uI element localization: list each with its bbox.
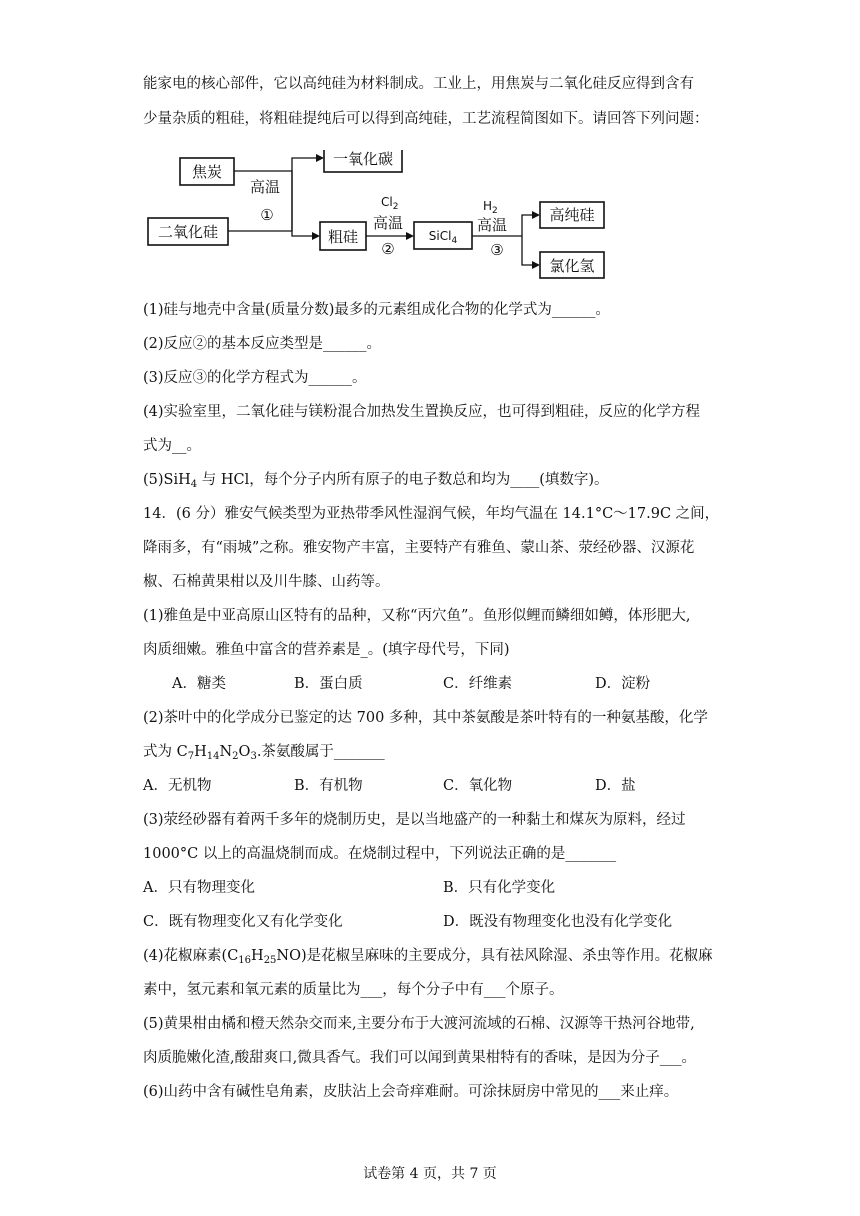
to-crude-arrow (312, 232, 320, 240)
q14-sub3-option-b: B．只有化学变化 (443, 880, 556, 896)
q13-part2: (2)反应②的基本反应类型是______。 (143, 336, 382, 352)
silica-label: 二氧化硅 (157, 223, 219, 241)
q14-sub3-option-c: C．既有物理变化又有化学变化 (143, 914, 343, 930)
to-co-arrow (316, 154, 324, 162)
cond1-label: 高温 (249, 178, 281, 196)
q14-sub1-option-d: D．淀粉 (595, 676, 651, 692)
to-pure-arrow (532, 211, 540, 219)
to-hcl-arrow (532, 261, 540, 269)
crude-si-label: 粗硅 (327, 228, 359, 246)
q13-part3: (3)反应③的化学方程式为______。 (143, 370, 367, 386)
q14-sub4-line2: 素中，氢元素和氧元素的质量比为___，每个分子中有___个原子。 (143, 982, 564, 998)
crude-to-sicl4-arrow (406, 232, 414, 240)
q14-sub2-option-d: D．盐 (595, 778, 636, 794)
q14-stem-line1: 14．(6 分）雅安气候类型为亚热带季风性湿润气候，年均气温在 14.1°C～17.9C 之间， (143, 506, 720, 522)
q13-part1: (1)硅与地壳中含量(质量分数)最多的元素组成化合物的化学式为______。 (143, 302, 610, 318)
cond2-label: 高温 (372, 214, 404, 232)
q14-stem-line3: 椒、石棉黄果柑以及川牛膝、山药等。 (143, 574, 390, 590)
h2-label: $H_2$ (483, 199, 498, 216)
to-hcl-line (522, 236, 534, 265)
step3-label: ③ (490, 241, 504, 259)
intro-line-1: 能家电的核心部件，它以高纯硅为材料制成。工业上，用焦炭与二氧化硅反应得到含有 (143, 76, 694, 92)
pure-si-label: 高纯硅 (549, 206, 595, 224)
q14-sub1-line2: 肉质细嫩。雅鱼中富含的营养素是_。(填字母代号，下同) (143, 642, 510, 658)
step1-label: ① (260, 206, 274, 224)
q14-sub2-line1: (2)茶叶中的化学成分已鉴定的达 700 多种，其中茶氨酸是茶叶特有的一种氨基酸，化学 (143, 710, 708, 726)
intro-line-2: 少量杂质的粗硅，将粗硅提纯后可以得到高纯硅，工艺流程简图如下。请回答下列问题： (143, 111, 709, 127)
q14-stem-line2: 降雨多，有“雨城”之称。雅安物产丰富，主要特产有雅鱼、蒙山茶、荥经砂器、汉源花 (143, 540, 695, 556)
q14-sub2-option-b: B．有机物 (294, 778, 363, 794)
q14-sub2-option-a: A．无机物 (143, 778, 212, 794)
q13-part4-line2: 式为__。 (143, 438, 201, 454)
page-footer: 试卷第 4 页，共 7 页 (363, 1166, 497, 1182)
q14-sub1-line1: (1)雅鱼是中亚高原山区特有的品种，又称“丙穴鱼”。鱼形似鲤而鳞细如鳟，体形肥大, (143, 608, 691, 624)
cond3-label: 高温 (476, 216, 508, 234)
hcl-label: 氯化氢 (549, 257, 595, 275)
co-label: 一氧化碳 (332, 150, 394, 168)
q14-sub6: (6)山药中含有碱性皂角素，皮肤沾上会奇痒难耐。可涂抹厨房中常见的___来止痒。 (143, 1084, 679, 1100)
q13-part5: (5)SiH$_4$ 与 HCl，每个分子内所有原子的电子数总和均为____(填数字)。 (143, 472, 609, 490)
q14-sub3-line2: 1000°C 以上的高温烧制而成。在烧制过程中，下列说法正确的是_______ (143, 846, 617, 862)
q14-sub2-option-c: C．氧化物 (443, 778, 513, 794)
cl2-label: $Cl_2$ (381, 195, 399, 212)
sicl4-label: SiCl$_4$ (428, 229, 458, 246)
q14-sub4-line1: (4)花椒麻素$(C_{16}H_{25}NO)$是花椒呈麻味的主要成分，具有祛风除湿、杀虫等作用。花椒麻 (143, 948, 713, 966)
q14-sub5-line2: 肉质脆嫩化渣,酸甜爽口,微具香气。我们可以闻到黄果柑特有的香味，是因为分子___。 (143, 1050, 696, 1066)
q14-sub1-option-a: A．糖类 (172, 676, 226, 692)
q14-sub3-line1: (3)荥经砂器有着两千多年的烧制历史，是以当地盛产的一种黏土和煤灰为原料，经过 (143, 812, 686, 828)
coke-label: 焦炭 (191, 163, 223, 181)
q14-sub2-line2: 式为 $C_7H_{14}N_2O_3$.茶氨酸属于_______ (143, 744, 385, 762)
q14-sub1-option-c: C．纤维素 (443, 676, 513, 692)
q14-sub3-option-a: A．只有物理变化 (143, 880, 255, 896)
to-crude-line (292, 202, 314, 236)
q14-sub5-line1: (5)黄果柑由橘和橙天然杂交而来,主要分布于大渡河流域的石棉、汉源等干热河谷地带, (143, 1016, 695, 1032)
to-co-line (292, 158, 318, 202)
process-flow-diagram (140, 150, 620, 284)
q13-part4-line1: (4)实验室里，二氧化硅与镁粉混合加热发生置换反应，也可得到粗硅，反应的化学方程 (143, 404, 701, 420)
step2-label: ② (381, 240, 395, 258)
q14-sub3-option-d: D．既没有物理变化也没有化学变化 (443, 914, 673, 930)
q14-sub1-option-b: B．蛋白质 (294, 676, 363, 692)
